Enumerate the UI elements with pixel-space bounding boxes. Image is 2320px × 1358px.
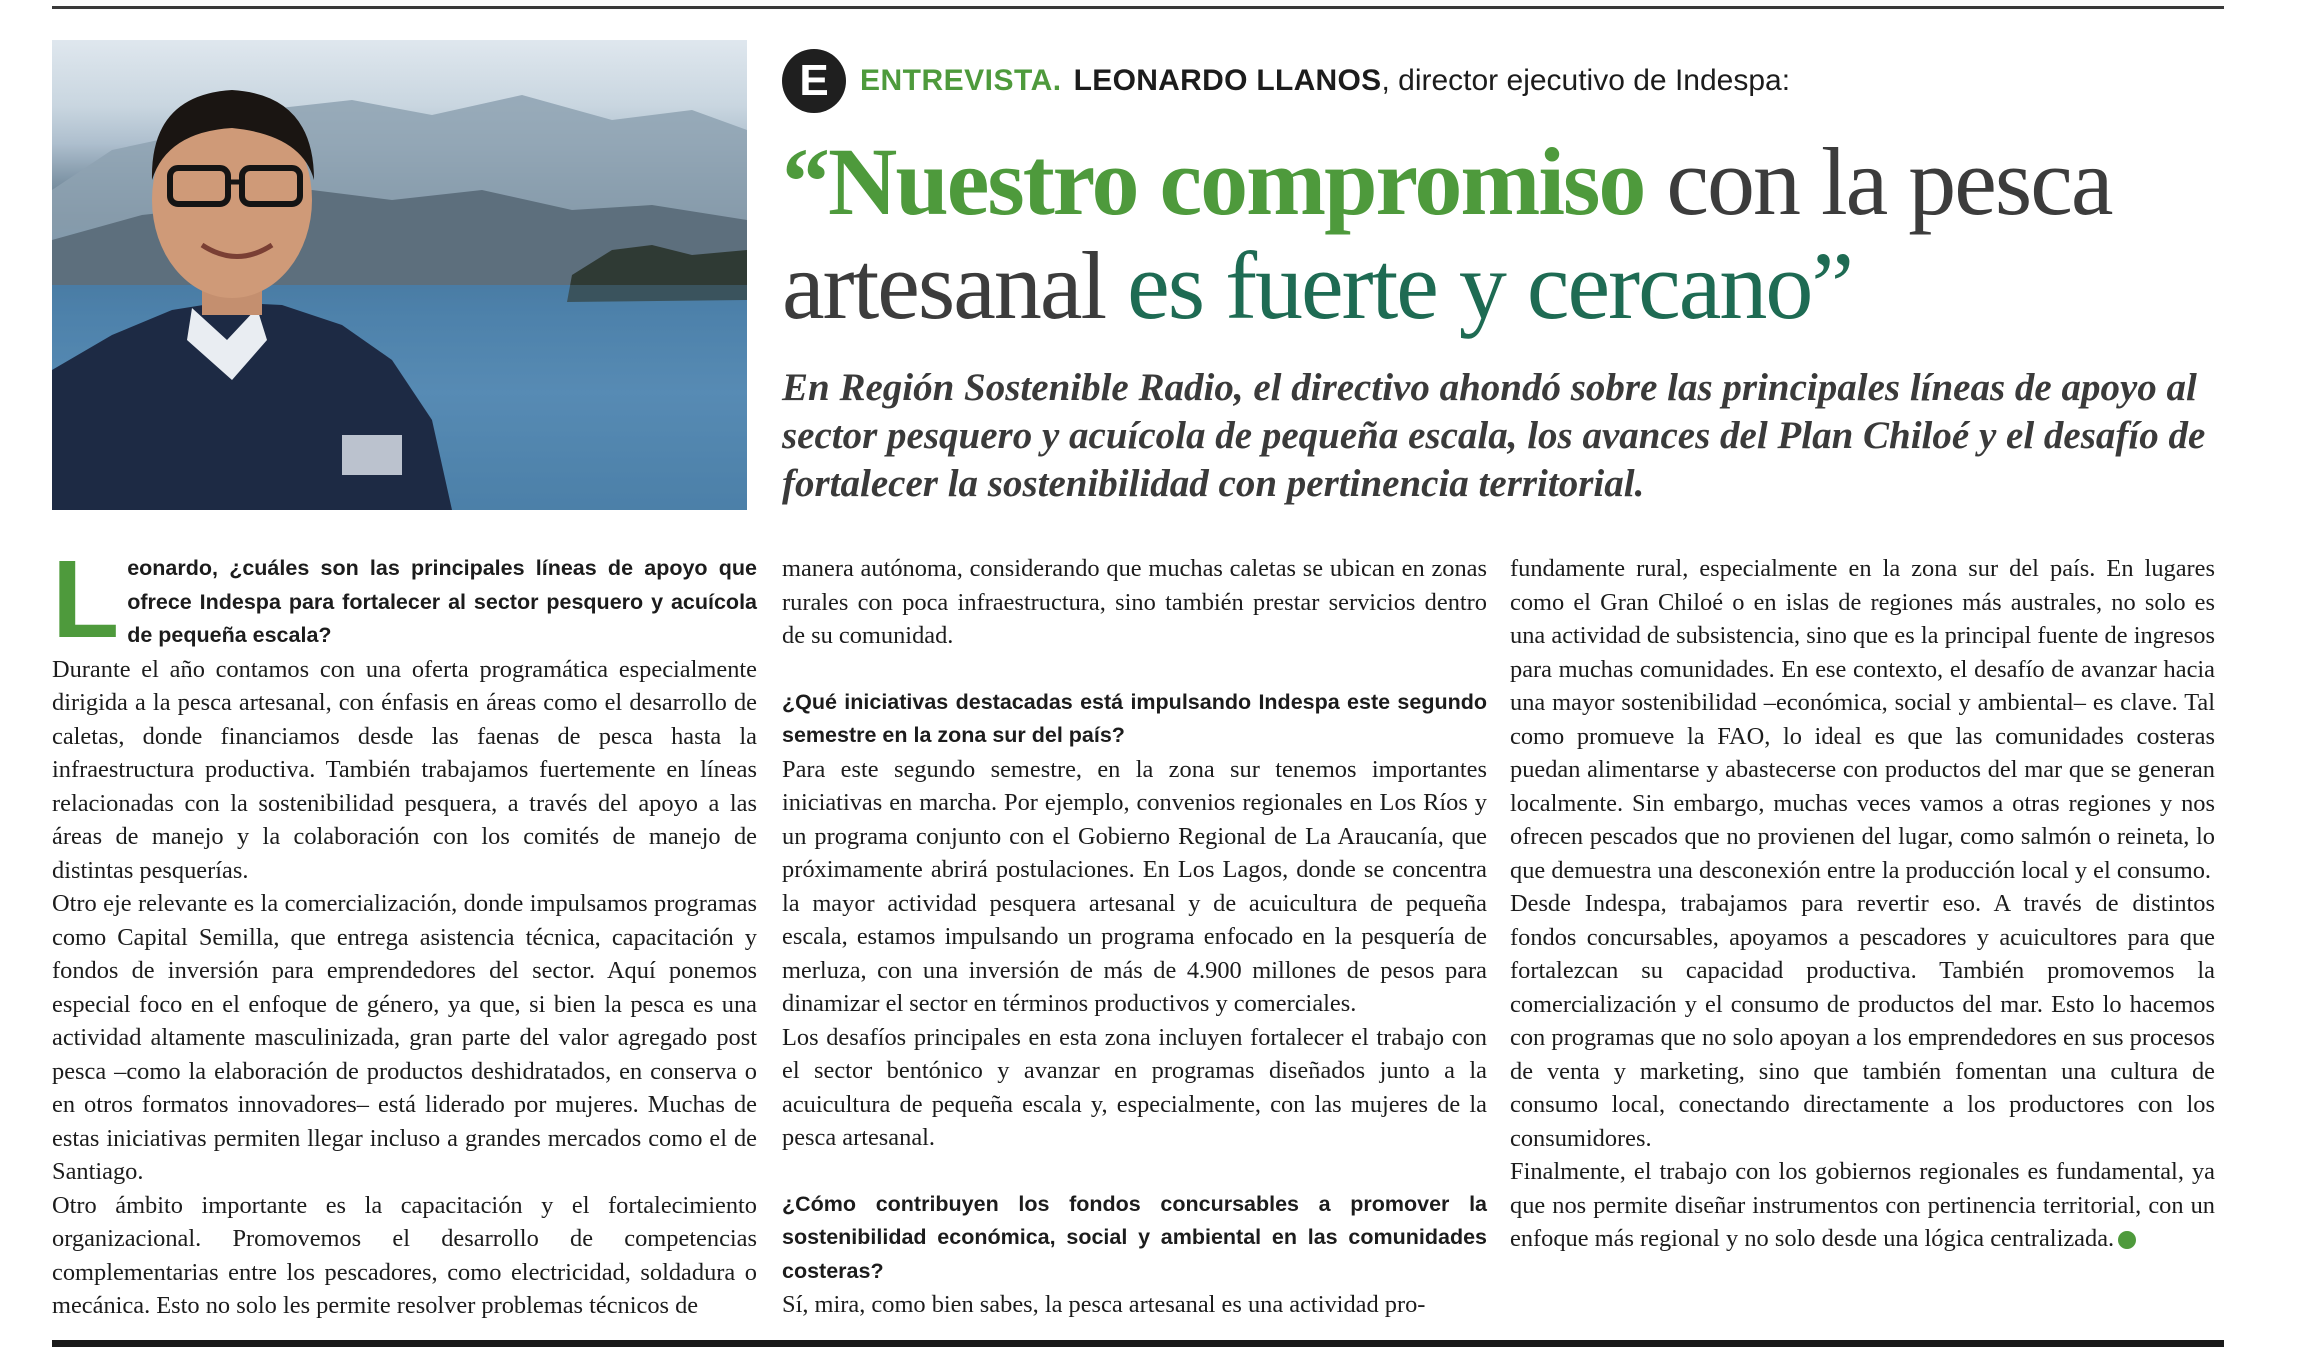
headline [782, 130, 2222, 338]
answer-paragraph: Durante el año contamos con una oferta programática especialmente dirigida a la pesca artesanal, con énfasis en áreas como el desarrollo de caletas, donde financiamos desde las faenas de pesca hasta la infraestructura productiva. También trabajamos fuertemente en líneas relacionadas con la sostenibilidad pesquera, a través del apoyo a las áreas de manejo y la colaboración con los comités de manejo de distintas pesquerías. [52, 655, 757, 884]
interviewee-role: , director ejecutivo de Indespa: [1381, 64, 1791, 97]
final-paragraph-text: Finalmente, el trabajo con los gobiernos regionales es fundamental, ya que nos permite diseñar instrumentos con pertinencia territorial, con un enfoque más regional y no solo desde una lógica centralizada. [1510, 1158, 2215, 1252]
answer-paragraph: Los desafíos principales en esta zona incluyen fortalecer el trabajo con el sector bentónico y avanzar en programas diseñados junto a la acuicultura de pequeña escala y, especialmente, con las mujeres de la pesca artesanal. [782, 1023, 1487, 1151]
column-2 [782, 552, 1487, 1322]
answer-paragraph: manera autónoma, considerando que muchas caletas se ubican en zonas rurales con poca infraestructura, sino también prestar servicios dentro de su comunidad. [782, 555, 1487, 649]
kicker [782, 46, 1790, 116]
interview-badge: E [782, 49, 846, 113]
column-1 [52, 538, 757, 1323]
answer-paragraph: fundamente rural, especialmente en la zona sur del país. En lugares como el Gran Chiloé o en islas de regiones más australes, no solo es una actividad de subsistencia, sino que es la principal fuente de ingresos para muchas comunidades. En ese contexto, el desafío de avanzar hacia una mayor sostenibilidad –económica, social y ambiental– es clave. Tal como promueve la FAO, lo ideal es que las comunidades costeras puedan alimentarse y abastecerse con productos del mar que se generan localmente. Sin embargo, muchas veces vamos a otras regiones y nos ofrecen pescados que no provienen del lugar, como salmón o reineta, lo que demuestra una desconexión entre la producción local y el consumo. [1510, 555, 2215, 884]
answer-paragraph: Otro eje relevante es la comercialización, donde impulsamos programas como Capital Semilla, que entrega asistencia técnica, capacitación y fondos de inversión para emprendedores del sector. Aquí ponemos especial foco en el enfoque de género, ya que, si bien la pesca es una actividad altamente masculinizada, gran parte del valor agregado post pesca –como la elaboración de productos deshidratados, en conserva o en otros formatos innovadores– está liderado por mujeres. Muchas de estas iniciativas permiten llegar incluso a grandes mercados como el de Santiago. [52, 890, 757, 1185]
answer-paragraph: Desde Indespa, trabajamos para revertir eso. A través de distintos fondos concursables, apoyamos a pescadores y acuicultores para que fortalezcan su capacidad productiva. También promovemos la comercialización y el consumo de productos del mar. Esto lo hacemos con programas que no solo apoyan a los emprendedores en sus procesos de venta y marketing, sino que también fomentan una cultura de consumo local, conectando directamente a los productores con los consumidores. [1510, 890, 2215, 1152]
kicker-label: ENTREVISTA. [860, 64, 1062, 97]
question-2: ¿Qué iniciativas destacadas está impulsando Indespa este segundo semestre en la zona sur del país? [782, 689, 1487, 747]
answer-paragraph: Otro ámbito importante es la capacitación y el fortalecimiento organizacional. Promovemos el desarrollo de competencias complementarias entre los pescadores, como electricidad, soldadura o mecánica. Esto no solo les permite resolver problemas técnicos de [52, 1191, 757, 1319]
end-mark-icon [2118, 1231, 2136, 1249]
answer-paragraph-final [1510, 1155, 2215, 1256]
interviewee-photo [52, 40, 747, 510]
drop-cap: L [52, 538, 120, 661]
headline-part-2: con la pesca artesanal [782, 128, 2112, 339]
question-3: ¿Cómo contribuyen los fondos concursables a promover la sostenibilidad económica, social y ambiental en las comunidades costeras? [782, 1191, 1487, 1283]
top-rule [52, 6, 2224, 9]
question-1: eonardo, ¿cuáles son las principales líneas de apoyo que ofrece Indespa para fortalecer al sector pesquero y acuícola de pequeña escala? [127, 556, 757, 647]
bottom-rule [52, 1340, 2224, 1347]
answer-paragraph: Para este segundo semestre, en la zona sur tenemos importantes iniciativas en marcha. Por ejemplo, convenios regionales en Los Ríos y un programa conjunto con el Gobierno Regional de La Araucanía, que próximamente abrirá postulaciones. En Los Lagos, donde se concentra la mayor actividad pesquera artesanal y de acuicultura de pequeña escala, estamos impulsando un programa enfocado en la pesquería de merluza, con una inversión de más de 4.900 millones de pesos para dinamizar el sector en términos productivos y comerciales. [782, 755, 1487, 1017]
column-3 [1510, 552, 2215, 1256]
interviewee-name: LEONARDO LLANOS [1073, 64, 1382, 97]
headline-part-3: es fuerte y cercano” [1127, 232, 1852, 339]
answer-paragraph: Sí, mira, como bien sabes, la pesca artesanal es una actividad pro- [782, 1291, 1426, 1318]
headline-part-1: “Nuestro compromiso [782, 128, 1645, 235]
deck: En Región Sostenible Radio, el directivo ahondó sobre las principales líneas de apoyo al sector pesquero y acuícola de pequeña escala, los avances del Plan Chiloé y el desafío de fortalecer la sostenibilidad con pertinencia territorial. [782, 366, 2206, 505]
